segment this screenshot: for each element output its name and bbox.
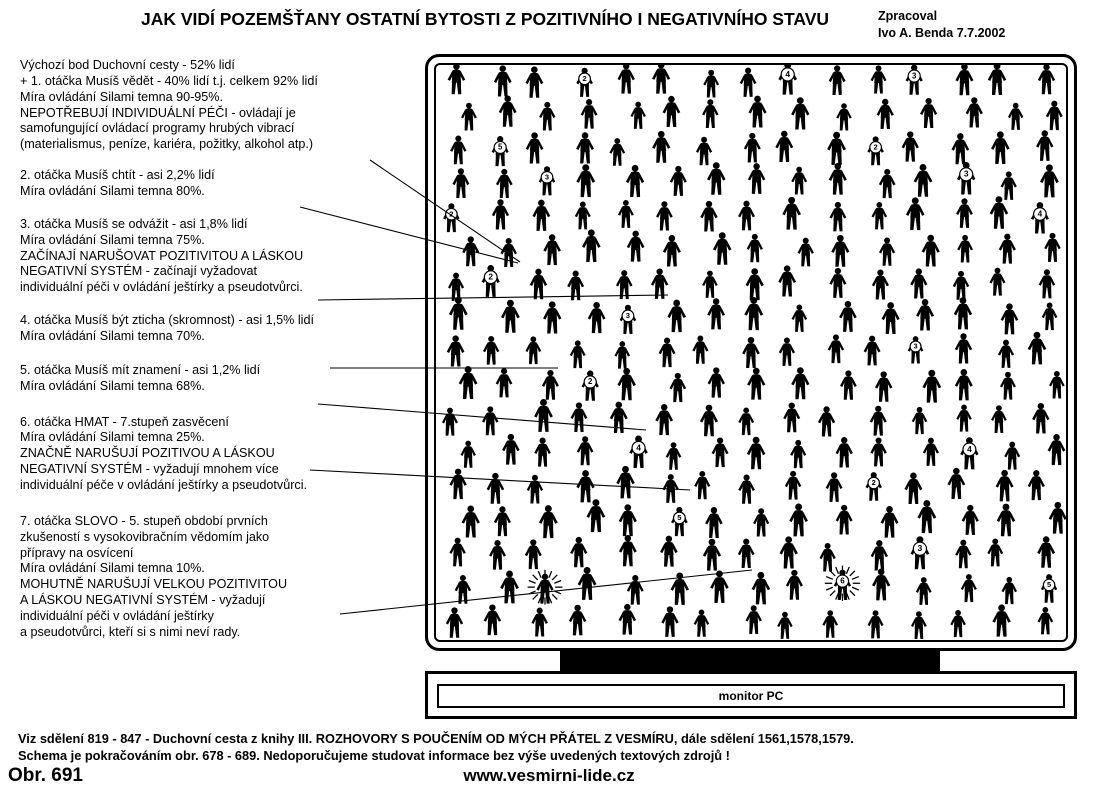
- legend-line: 4. otáčka Musíš být zticha (skromnost) - asi 1,5% lidí: [20, 313, 314, 328]
- figure-number: Obr. 691: [8, 765, 83, 786]
- legend-line: 6. otáčka HMAT - 7.stupeň zasvěcení: [20, 414, 229, 429]
- svg-text:4: 4: [636, 442, 641, 453]
- svg-text:4: 4: [1037, 209, 1043, 219]
- legend-line: individuální péče v ovládání ještírky a pseudotvůrci.: [20, 478, 308, 493]
- legend-line: Míra ovládání Silami temna 70%.: [20, 329, 205, 344]
- legend-line: ZNAČNĚ NARUŠUJÍ POZITIVOU A LÁSKOU: [20, 446, 275, 461]
- svg-text:2: 2: [871, 478, 876, 488]
- legend-line: 2. otáčka Musíš chtít - asi 2,2% lidí: [20, 168, 215, 183]
- svg-text:2: 2: [588, 377, 593, 387]
- svg-text:2: 2: [449, 209, 454, 219]
- legend-text-column: [20, 58, 420, 652]
- legend-line: MOHUTNĚ NARUŠUJÍ VELKOU POZITIVITOU: [20, 577, 288, 592]
- legend-line: NEGATIVNÍ SYSTÉM - vyžadují mnohem více: [20, 462, 279, 477]
- legend-line: ZAČÍNAJÍ NARUŠOVAT POZITIVITOU A LÁSKOU: [20, 248, 304, 263]
- legend-line: individuální péči v ovládání ještírky: [20, 609, 214, 624]
- svg-text:2: 2: [488, 272, 494, 282]
- credit-block: [878, 8, 1068, 42]
- legend-line: Míra ovládání Silami temna 25%.: [20, 430, 205, 445]
- legend-line: Míra ovládání Silami temna 10%.: [20, 561, 205, 576]
- legend-line: zkušeností s vysokovibračním vědomím jako: [20, 529, 270, 544]
- legend-paragraph-7: [20, 514, 420, 641]
- legend-line: individuální péči v ovládání ještírky a pseudotvůrci.: [20, 280, 303, 295]
- svg-text:3: 3: [913, 342, 918, 351]
- legend-line: přípravy na osvícení: [20, 545, 134, 560]
- legend-line: (materialismus, peníze, kariéra, požitky, alkohol atp.): [20, 137, 314, 152]
- monitor-screen: [434, 63, 1068, 642]
- legend-line: Míra ovládání Silami temna 68%.: [20, 378, 205, 393]
- svg-text:2: 2: [582, 74, 587, 84]
- legend-line: NEPOTŘEBUJÍ INDIVIDUÁLNÍ PÉČI - ovládají je: [20, 105, 296, 120]
- svg-text:4: 4: [785, 68, 791, 79]
- legend-line: 5. otáčka Musíš mít znamení - asi 1,2% lidí: [20, 362, 261, 377]
- legend-line: Míra ovládání Silami temna 90-95%.: [20, 89, 223, 104]
- legend-paragraph-2: [20, 168, 420, 200]
- svg-text:2: 2: [873, 142, 878, 152]
- svg-text:3: 3: [625, 311, 631, 321]
- monitor-neck: [560, 651, 940, 671]
- legend-line: NEGATIVNÍ SYSTÉM - začínají vyžadovat: [20, 264, 258, 279]
- svg-text:3: 3: [963, 168, 969, 179]
- footer-note: [18, 730, 1083, 765]
- svg-text:3: 3: [912, 71, 917, 81]
- svg-text:5: 5: [497, 142, 503, 152]
- svg-text:4: 4: [967, 443, 972, 454]
- svg-text:5: 5: [677, 513, 682, 523]
- website-link[interactable]: www.vesmirni-lide.cz: [463, 766, 635, 785]
- legend-paragraph-3: [20, 217, 420, 296]
- footer-line-1: Viz sdělení 819 - 847 - Duchovní cesta z knihy III. ROZHOVORY S POUČENÍM OD MÝCH PŘÁTEL Z VESMÍRU, dále sdělení 1561,1578,1579.: [18, 731, 854, 746]
- credit-line-1: Zpracoval: [878, 9, 938, 23]
- legend-line: Míra ovládání Silami temna 75%.: [20, 232, 205, 247]
- legend-line: 7. otáčka SLOVO - 5. stupeň období prvních: [20, 513, 268, 528]
- footer-line-2: Schema je pokračováním obr. 678 - 689. Nedoporučujeme studovat informace bez výše uvedených textových zdrojů !: [18, 748, 730, 764]
- page-title: JAK VIDÍ POZEMŠŤANY OSTATNÍ BYTOSTI Z POZITIVNÍHO I NEGATIVNÍHO STAVU: [140, 9, 830, 29]
- legend-line: A LÁSKOU NEGATIVNÍ SYSTÉM - vyžadují: [20, 593, 266, 608]
- svg-text:6: 6: [840, 576, 845, 586]
- legend-line: a pseudotvůrci, kteří si s nimi neví rady.: [20, 624, 241, 639]
- legend-paragraph-4: [20, 313, 420, 345]
- legend-paragraph-6: [20, 415, 420, 494]
- legend-line: Míra ovládání Silami temna 80%.: [20, 184, 205, 199]
- legend-paragraph-0: [20, 58, 420, 153]
- svg-text:3: 3: [544, 172, 550, 182]
- crowd-figures-canvas: [436, 65, 1066, 640]
- svg-text:5: 5: [1047, 580, 1052, 590]
- credit-line-2: Ivo A. Benda 7.7.2002: [878, 25, 1006, 40]
- legend-line: + 1. otáčka Musíš vědět - 40% lidí t.j. celkem 92% lidí: [20, 73, 318, 88]
- monitor-label: monitor PC: [437, 684, 1065, 708]
- svg-text:3: 3: [917, 543, 923, 554]
- legend-line: Výchozí bod Duchovní cesty - 52% lidí: [20, 58, 235, 72]
- legend-paragraph-5: [20, 363, 420, 395]
- legend-line: samofungující ovládací programy hrubých vibrací: [20, 121, 295, 136]
- legend-line: 3. otáčka Musíš se odvážit - asi 1,8% lidí: [20, 216, 248, 231]
